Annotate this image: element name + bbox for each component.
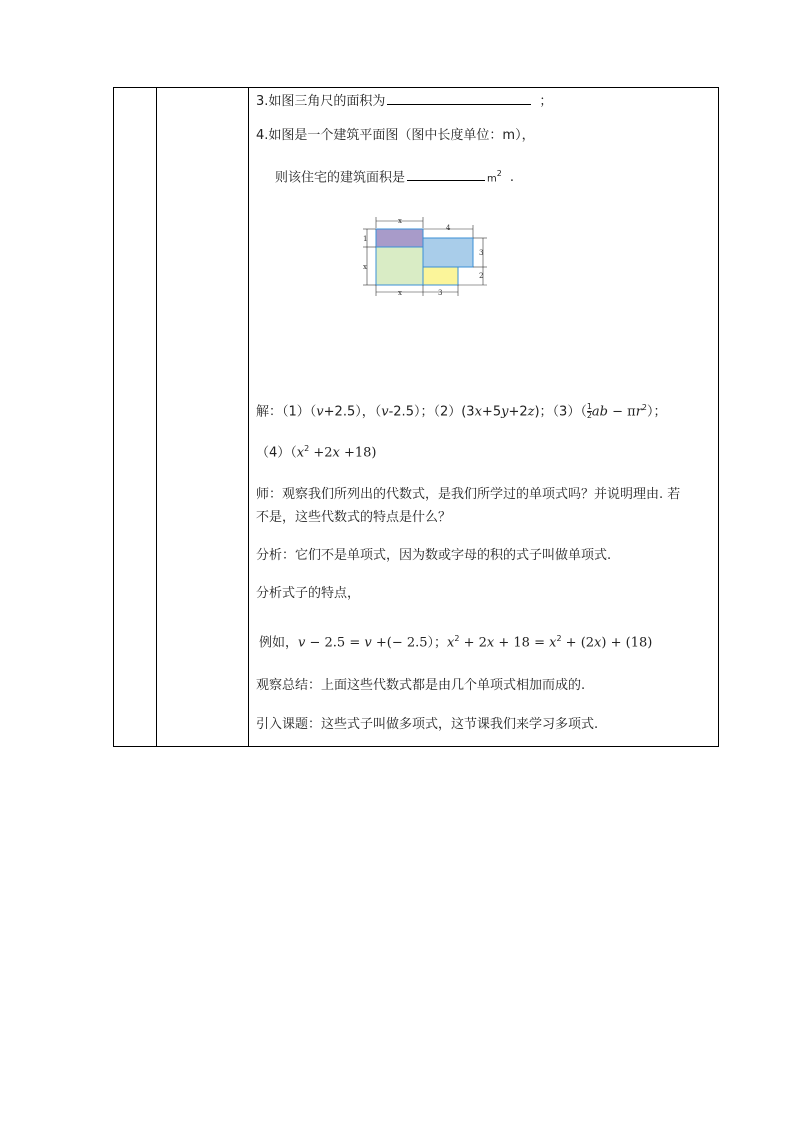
fig-label-3-right: 3 (479, 249, 484, 257)
floor-plan-figure (357, 214, 491, 300)
fig-label-2: 2 (479, 272, 484, 280)
analysis-text: 分析：它们不是单项式，因为数或字母的积的式子叫做单项式. (256, 548, 612, 563)
answer-blank-3 (387, 92, 531, 105)
fig-label-x-bottom: x (398, 289, 402, 297)
column-divider-1 (156, 88, 157, 746)
room-purple (376, 229, 423, 247)
answer-blank-4 (407, 168, 485, 181)
answer-line-1: 解：（1）（v+2.5），（v-2.5）；（2）(3x+5y+2z)；（3）（ $\frac{1}{2}$ ab − $\pi r^2$）； (256, 402, 667, 421)
fig-label-4: 4 (446, 224, 451, 232)
column-divider-2 (248, 88, 249, 746)
analysis-features: 分析式子的特点， (256, 586, 361, 601)
fraction-half: $\frac{1}{2}$ (586, 402, 592, 421)
fig-label-x-top: x (398, 217, 402, 225)
question-3: 3.如图三角尺的面积为 ； (256, 94, 553, 109)
lesson-introduction: 引入课题：这些式子叫做多项式，这节课我们来学习多项式. (256, 717, 599, 732)
fig-label-3-bottom: 3 (438, 289, 443, 297)
room-blue (423, 238, 473, 267)
question-4: 4.如图是一个建筑平面图（图中长度单位：m）， (256, 128, 535, 143)
teacher-question-line-1: 师：观察我们所列出的代数式，是我们所学过的单项式吗？并说明理由. 若 (256, 487, 681, 502)
fig-label-left-1: 1 (363, 235, 368, 243)
fig-label-left-2: x (363, 263, 367, 271)
example-line: 例如，v − 2.5 = v +(− 2.5）；$x^2 + 2x + 18 = x^2 + (2x) + (18)$ (259, 634, 653, 651)
answer-line-2: $(4)(x^2 +2x +18)$ (256, 444, 377, 461)
room-yellow (423, 267, 458, 285)
teacher-question-line-2: 不是，这些代数式的特点是什么？ (256, 510, 452, 525)
observation-summary: 观察总结：上面这些代数式都是由几个单项式相加而成的. (256, 678, 586, 693)
room-green (376, 247, 423, 285)
question-4-area: 则该住宅的建筑面积是 $m^2$ . (275, 169, 514, 186)
